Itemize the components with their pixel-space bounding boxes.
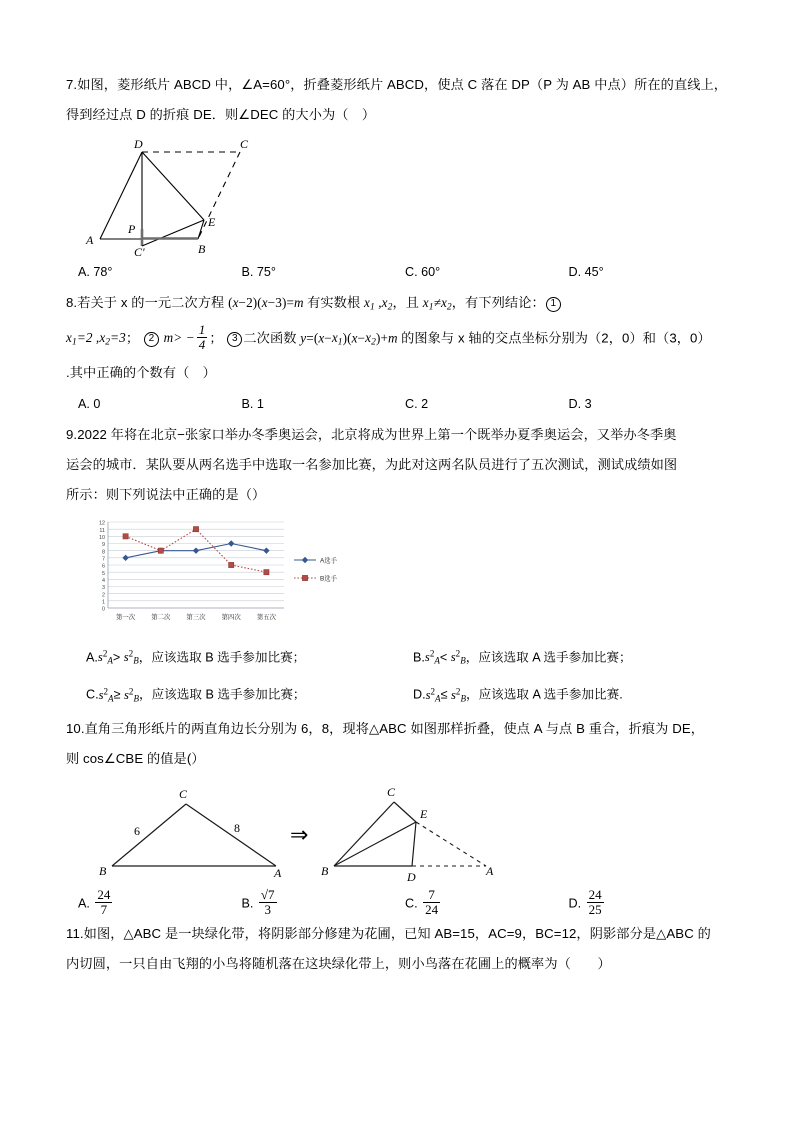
question-10-options bbox=[66, 888, 732, 917]
question-8-seg3: ，且 bbox=[392, 295, 420, 310]
y-axis-tick-label: 7 bbox=[102, 556, 105, 563]
question-7-options bbox=[66, 258, 732, 286]
option-text: 1 bbox=[256, 396, 264, 411]
question-10-line1-row bbox=[66, 714, 732, 744]
svg-text:A: A bbox=[486, 864, 494, 879]
question-8-seg9: .其中正确的个数有（ ） bbox=[66, 364, 216, 380]
option-key: A. bbox=[86, 650, 98, 665]
denominator: 25 bbox=[588, 902, 602, 918]
question-10-line2: 则 cos∠CBE 的值是(） bbox=[66, 751, 205, 767]
question-7-option-a[interactable] bbox=[78, 258, 242, 286]
option-text: 78° bbox=[93, 265, 113, 279]
question-9-line3: 所示：则下列说法中正确的是（） bbox=[66, 486, 266, 502]
y-axis-tick-label: 6 bbox=[102, 563, 105, 570]
question-7-option-b[interactable] bbox=[242, 258, 406, 286]
option-text: 3 bbox=[584, 396, 592, 411]
question-8 bbox=[66, 288, 732, 418]
svg-text:A: A bbox=[274, 866, 282, 881]
q8-roots: $x_1$ $,x_2$ bbox=[364, 295, 393, 313]
svg-text:D: D bbox=[134, 137, 143, 151]
question-8-seg6: ； bbox=[209, 329, 223, 345]
legend-marker bbox=[302, 556, 308, 562]
question-10-line2-row bbox=[66, 744, 732, 774]
option-text: 75° bbox=[256, 265, 276, 279]
question-8-option-b[interactable] bbox=[242, 390, 406, 418]
question-8-seg2: 有实数根 bbox=[307, 295, 361, 310]
test-scores-line-chart bbox=[66, 516, 732, 636]
y-axis-tick-label: 9 bbox=[102, 541, 105, 548]
question-9-line2-row bbox=[66, 450, 732, 480]
y-axis-tick-label: 10 bbox=[99, 534, 105, 541]
x-axis-tick-label: 第一次 bbox=[116, 613, 136, 621]
question-11-line1-row bbox=[66, 919, 732, 949]
svg-text:6: 6 bbox=[134, 824, 140, 839]
option-key: C. bbox=[405, 396, 418, 411]
option-key: C. bbox=[405, 265, 418, 279]
y-axis-tick-label: 11 bbox=[99, 527, 105, 534]
question-8-seg5: ； bbox=[125, 329, 140, 345]
option-key: D. bbox=[568, 396, 582, 411]
y-axis-tick-label: 8 bbox=[102, 548, 105, 555]
question-10 bbox=[66, 714, 732, 917]
numerator: √7 bbox=[260, 887, 275, 903]
option-key: B. bbox=[241, 896, 254, 911]
y-axis-tick-label: 12 bbox=[99, 520, 105, 527]
y-axis-tick-label: 5 bbox=[102, 570, 105, 577]
variance-b: $s^2_B$ bbox=[123, 648, 139, 666]
question-9-number: 9. bbox=[66, 426, 78, 442]
question-9-line2: 运会的城市．某队要从两名选手中选取一名参加比赛，为此对这两名队员进行了五次测试，测试成绩如图 bbox=[66, 456, 678, 472]
numerator: 7 bbox=[428, 887, 435, 903]
option-key: D. bbox=[568, 896, 582, 911]
option-key: D. bbox=[568, 265, 582, 279]
rhombus-fold-diagram bbox=[66, 134, 732, 256]
x-axis-tick-label: 第二次 bbox=[151, 613, 171, 621]
option-text: ，应该选取 B 选手参加比赛； bbox=[138, 650, 306, 665]
circled-one: 1 bbox=[546, 297, 561, 312]
option-text: ，应该选取 B 选手参加比赛； bbox=[138, 687, 306, 702]
svg-text:B: B bbox=[99, 864, 107, 879]
data-point-B选手 bbox=[229, 562, 234, 567]
right-triangle-fold-diagram bbox=[66, 780, 732, 886]
q8-equation: (x−2)(x−3)=m bbox=[228, 295, 304, 310]
option-key: C. bbox=[86, 687, 99, 702]
question-11-line2: 内切圆，一只自由飞翔的小鸟将随机落在这块绿化带上，则小鸟落在花圃上的概率为（ ） bbox=[66, 956, 611, 972]
legend-marker bbox=[302, 575, 307, 580]
data-point-B选手 bbox=[193, 526, 198, 531]
x-axis-tick-label: 第三次 bbox=[186, 613, 206, 621]
svg-text:P: P bbox=[128, 222, 136, 236]
question-11-line2-row bbox=[66, 949, 732, 979]
legend-label: B选手 bbox=[320, 574, 338, 582]
question-8-line3 bbox=[66, 358, 732, 388]
relation-symbol: ≥ bbox=[113, 687, 121, 702]
y-axis-tick-label: 0 bbox=[102, 606, 105, 613]
question-8-option-c[interactable] bbox=[405, 390, 569, 418]
svg-text:E: E bbox=[420, 807, 428, 822]
question-8-seg8: 的图象与 x 轴的交点坐标分别为（2，0）和（3，0） bbox=[401, 329, 711, 345]
question-11 bbox=[66, 919, 732, 979]
data-point-B选手 bbox=[158, 548, 163, 553]
question-9-option-c[interactable] bbox=[78, 677, 405, 712]
svg-text:E: E bbox=[208, 215, 216, 229]
question-8-seg1: 若关于 x 的一元二次方程 bbox=[77, 295, 225, 310]
numerator: 24 bbox=[588, 887, 602, 903]
fraction bbox=[587, 888, 604, 917]
data-point-A选手 bbox=[228, 540, 234, 546]
variance-b: $s^2_B$ bbox=[124, 685, 139, 704]
question-9-option-a[interactable] bbox=[78, 640, 405, 675]
variance-a: $s^2_A$ bbox=[98, 685, 114, 704]
question-10-line1: 直角三角形纸片的两直角边长分别为 6，8，现将△ABC 如图那样折叠，使点 A 与点 B 重合，折痕为 DE， bbox=[84, 721, 705, 737]
y-axis-tick-label: 4 bbox=[102, 577, 105, 584]
data-point-A选手 bbox=[193, 547, 199, 553]
x-axis-tick-label: 第五次 bbox=[256, 613, 276, 621]
variance-a: $s^2_A$ bbox=[97, 648, 113, 666]
data-point-A选手 bbox=[263, 547, 269, 553]
option-key: A. bbox=[78, 265, 90, 279]
svg-text:A: A bbox=[86, 233, 94, 247]
question-7-line1: 如图，菱形纸片 ABCD 中，∠A=60°，折叠菱形纸片 ABCD，使点 C 落在 DP（P 为 AB 中点）所在的直线上， bbox=[77, 77, 728, 92]
data-point-B选手 bbox=[264, 569, 269, 574]
question-8-line2 bbox=[66, 323, 732, 358]
y-axis-tick-label: 3 bbox=[102, 584, 105, 591]
question-10-option-a[interactable] bbox=[78, 888, 242, 917]
question-10-option-d[interactable] bbox=[569, 888, 733, 917]
question-9-line1-row bbox=[66, 420, 732, 450]
option-text: 0 bbox=[93, 396, 101, 411]
question-11-number: 11. bbox=[66, 926, 84, 942]
y-axis-tick-label: 2 bbox=[102, 591, 105, 598]
question-7-line2: 得到经过点 D 的折痕 DE．则∠DEC 的大小为（ ） bbox=[66, 107, 376, 122]
x-axis-tick-label: 第四次 bbox=[221, 613, 241, 621]
denominator: 24 bbox=[425, 902, 439, 918]
variance-b: $s^2_B$ bbox=[451, 685, 466, 704]
question-9-line1: 2022 年将在北京−张家口举办冬季奥运会，北京将成为世界上第一个既举办夏季奥运会，又举办冬季奥 bbox=[77, 426, 677, 442]
relation-symbol: > bbox=[112, 650, 121, 665]
option-key: B. bbox=[241, 396, 254, 411]
svg-text:B: B bbox=[198, 242, 206, 256]
relation-symbol: < bbox=[439, 650, 448, 665]
y-axis-tick-label: 1 bbox=[102, 599, 105, 606]
question-10-number: 10. bbox=[66, 721, 85, 737]
question-7-text bbox=[66, 70, 732, 100]
question-11-line1: 如图，△ABC 是一块绿化带，将阴影部分修建为花圃，已知 AB=15，AC=9，BC=12，阴影部分是△ABC 的 bbox=[83, 926, 711, 942]
question-8-seg7: 二次函数 bbox=[243, 329, 297, 345]
svg-text:C: C bbox=[240, 137, 249, 151]
question-8-number: 8. bbox=[66, 295, 78, 310]
variance-a: $s^2_A$ bbox=[424, 648, 440, 666]
variance-b: $s^2_B$ bbox=[450, 648, 466, 666]
question-10-option-c[interactable] bbox=[405, 888, 569, 917]
svg-text:C: C bbox=[387, 785, 396, 800]
denominator: 7 bbox=[95, 902, 112, 917]
option-key: B. bbox=[413, 650, 425, 665]
question-9-options-row2 bbox=[66, 677, 732, 712]
option-text: 60° bbox=[421, 265, 441, 279]
option-text: ，应该选取 A 选手参加比赛. bbox=[465, 687, 623, 702]
relation-symbol: ≤ bbox=[440, 687, 448, 702]
option-text: ，应该选取 A 选手参加比赛； bbox=[465, 650, 632, 665]
question-10-option-b[interactable] bbox=[242, 888, 406, 917]
data-point-A选手 bbox=[122, 554, 128, 560]
question-7-line2-row bbox=[66, 100, 732, 130]
option-key: B. bbox=[241, 265, 254, 279]
question-9-option-d[interactable] bbox=[405, 677, 732, 712]
svg-text:C: C bbox=[179, 787, 188, 802]
question-9-line3-row bbox=[66, 480, 732, 510]
fraction bbox=[423, 888, 440, 917]
question-8-line1 bbox=[66, 288, 732, 323]
option-key: D. bbox=[413, 687, 426, 702]
question-8-options bbox=[66, 390, 732, 418]
svg-text:⇒: ⇒ bbox=[290, 823, 309, 849]
option-key: C. bbox=[405, 896, 418, 911]
legend-label: A选手 bbox=[320, 556, 338, 564]
question-7 bbox=[66, 70, 732, 286]
question-7-option-d[interactable] bbox=[569, 258, 733, 286]
data-point-B选手 bbox=[123, 533, 128, 538]
denominator: 3 bbox=[259, 902, 277, 917]
svg-text:C': C' bbox=[134, 245, 145, 256]
circled-three: 3 bbox=[227, 332, 242, 347]
option-key: A. bbox=[78, 896, 90, 911]
svg-text:D: D bbox=[407, 870, 416, 885]
question-8-option-a[interactable] bbox=[78, 390, 242, 418]
question-8-seg4: ，有下列结论： bbox=[451, 295, 545, 310]
fraction bbox=[95, 888, 112, 917]
q8-condition: $x_1\ne x_2$ bbox=[422, 295, 452, 313]
q8-conclusion-3-function: $y=(x-x_1)(x-x_2)+m$ bbox=[300, 329, 398, 348]
question-7-option-c[interactable] bbox=[405, 258, 569, 286]
question-8-option-d[interactable] bbox=[569, 390, 733, 418]
q8-conclusion-1: $x_1=2$ $,x_2=3$ bbox=[66, 329, 126, 348]
option-key: A. bbox=[78, 396, 90, 411]
question-7-number: 7. bbox=[66, 77, 78, 92]
numerator: 24 bbox=[97, 887, 111, 903]
circled-two: 2 bbox=[144, 332, 159, 347]
question-9-options-row1 bbox=[66, 640, 732, 675]
q8-conclusion-2: m> − $\frac{1}{4}$ bbox=[163, 321, 206, 352]
svg-text:8: 8 bbox=[234, 821, 240, 836]
variance-a: $s^2_A$ bbox=[425, 685, 441, 704]
svg-text:B: B bbox=[321, 864, 329, 879]
question-9-option-b[interactable] bbox=[405, 640, 732, 675]
fraction bbox=[259, 888, 277, 917]
question-9 bbox=[66, 420, 732, 712]
option-text: 45° bbox=[584, 265, 604, 279]
option-text: 2 bbox=[421, 396, 429, 411]
